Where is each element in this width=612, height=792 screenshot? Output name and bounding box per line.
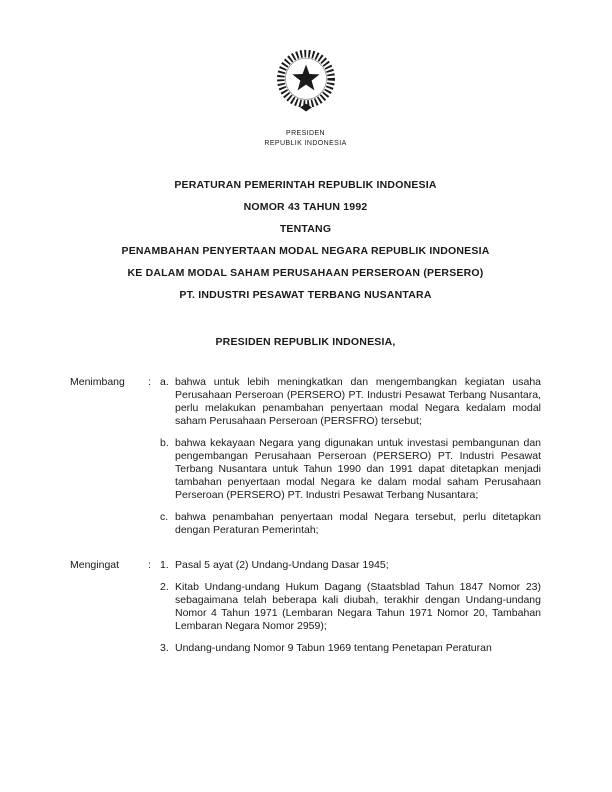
seal-caption-presiden: PRESIDEN <box>286 130 325 137</box>
item-marker: 2. <box>160 581 169 593</box>
title-line-subject-1: PENAMBAHAN PENYERTAAN MODAL NEGARA REPUBLIK INDONESIA <box>121 245 490 257</box>
item-marker: 3. <box>160 642 169 654</box>
list-item <box>160 437 541 502</box>
title-line-subject-2: KE DALAM MODAL SAHAM PERUSAHAAN PERSEROAN (PERSERO) <box>127 267 484 279</box>
title-line-tentang: TENTANG <box>279 223 332 235</box>
seal-caption-republik-indonesia: REPUBLIK INDONESIA <box>264 139 347 147</box>
list-item <box>160 376 541 428</box>
item-marker: a. <box>160 376 169 388</box>
salutation-line: PRESIDEN REPUBLIK INDONESIA, <box>215 336 396 348</box>
title-line-regulation: PERATURAN PEMERINTAH REPUBLIK INDONESIA <box>174 179 437 191</box>
title-line-number: NOMOR 43 TAHUN 1992 <box>243 201 368 213</box>
item-marker: 1. <box>160 559 169 571</box>
list-item <box>160 581 541 633</box>
title-line-subject-3: PT. INDUSTRI PESAWAT TERBANG NUSANTARA <box>179 289 432 301</box>
wreath-star-emblem-icon <box>264 40 348 126</box>
recalling-section <box>70 559 541 655</box>
item-text: bahwa penambahan penyertaan modal Negara tersebut, perlu ditetapkan dengan Peraturan Pemerintah; <box>175 511 541 536</box>
recalling-label: Mengingat <box>70 559 120 571</box>
recalling-items <box>160 559 541 655</box>
considering-section <box>70 376 541 537</box>
considering-colon: : <box>148 376 151 388</box>
item-marker: c. <box>160 511 169 523</box>
item-text: Kitab Undang-undang Hukum Dagang (Staatsblad Tahun 1847 Nomor 23) sebagaimana telah beberapa kali diubah, terakhir dengan Undang-undang Nomor 4 Tahun 1971 (Lembaran Negara Tahun 1971 Nomor 20, Tambahan Lembaran Negara Nomor 2959); <box>175 581 541 632</box>
item-text: Pasal 5 ayat (2) Undang-Undang Dasar 1945; <box>175 559 389 571</box>
list-item <box>160 511 541 537</box>
considering-items <box>160 376 541 537</box>
item-text: bahwa untuk lebih meningkatkan dan mengembangkan kegiatan usaha Perusahaan Perseroan (PERSERO) PT. Industri Pesawat Terbang Nusantara, perlu melakukan penambahan penyertaan modal Negara kedalam modal saham Perusahaan Perseroan (PERSFRO) tersebut; <box>175 376 541 427</box>
item-text: bahwa kekayaan Negara yang digunakan untuk investasi pembangunan dan pengembangan Perusahaan Perseroan (PERSERO) PT. Industri Pesawat Terbang Nusantara untuk Tahun 1990 dan 1991 dapat ditetapkan menjadi tambahan penyertaan modal Negara ke dalam modal saham Perusahaan Perseroan (PERSERO) PT. Industri Pesawat Terbang Nusantara; <box>175 437 541 501</box>
recalling-colon: : <box>148 559 151 571</box>
item-marker: b. <box>160 437 169 449</box>
item-text: Undang-undang Nomor 9 Tabun 1969 tentang Penetapan Peraturan <box>175 642 492 654</box>
list-item <box>160 642 541 655</box>
presidential-seal <box>70 40 541 148</box>
document-title <box>70 174 541 306</box>
considering-label: Menimbang <box>70 376 125 388</box>
list-item <box>160 559 541 572</box>
